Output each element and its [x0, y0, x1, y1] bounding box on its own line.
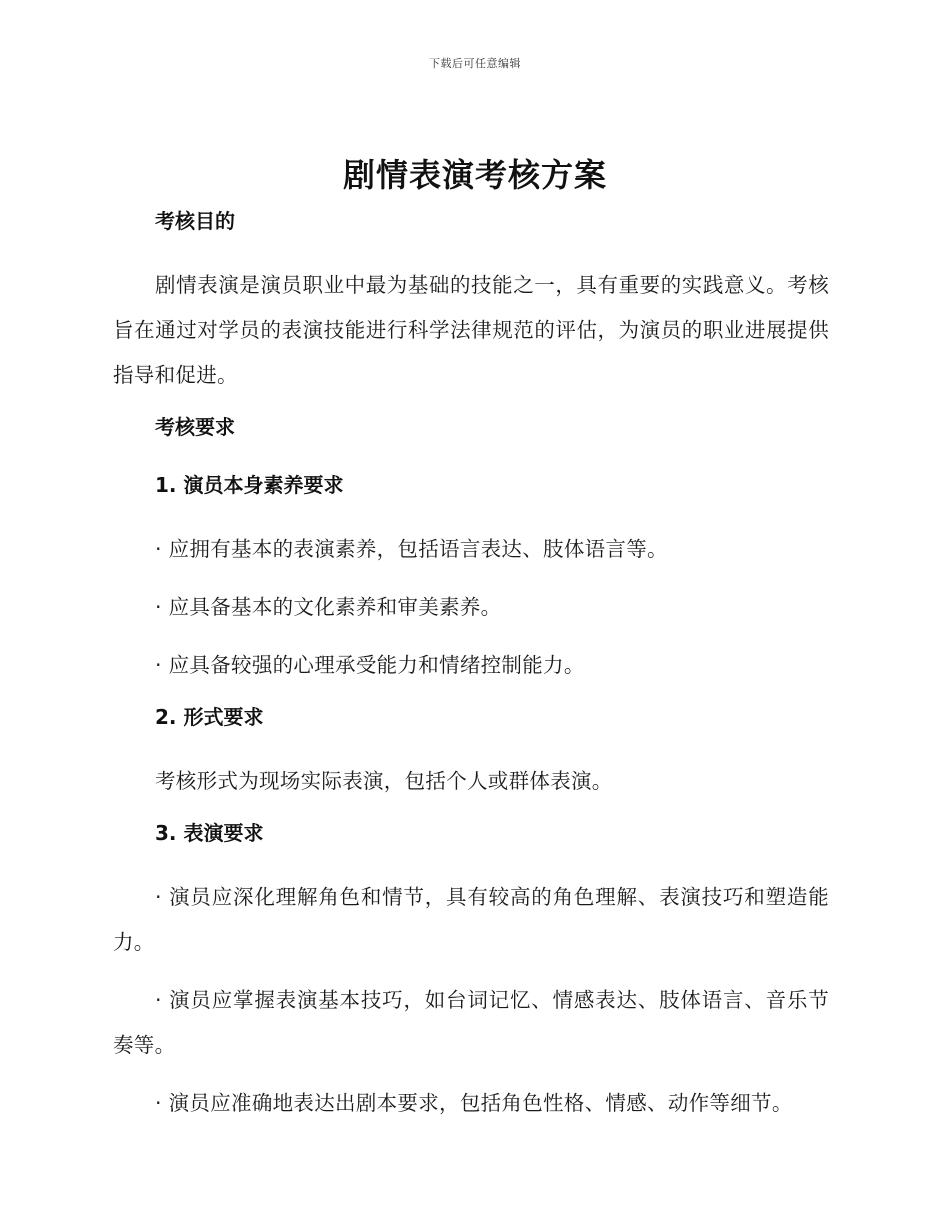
list-item: · 应具备较强的心理承受能力和情绪控制能力。: [155, 653, 585, 677]
list-item: · 演员应掌握表演基本技巧，如台词记忆、情感表达、肢体语言、音乐节奏等。: [113, 988, 829, 1057]
section-heading-purpose: 考核目的: [155, 209, 235, 233]
section-heading-requirements: 考核要求: [155, 415, 235, 439]
list-item: · 应拥有基本的表演素养，包括语言表达、肢体语言等。: [155, 537, 668, 561]
subsection-heading-form: 2. 形式要求: [155, 705, 264, 729]
document-body: [113, 205, 829, 1139]
page-header-note: 下载后可任意编辑: [429, 57, 521, 70]
subsection-heading-performer-quality: 1. 演员本身素养要求: [155, 473, 344, 497]
list-item: · 演员应准确地表达出剧本要求，包括角色性格、情感、动作等细节。: [155, 1091, 793, 1115]
list-item: · 演员应深化理解角色和情节，具有较高的角色理解、表演技巧和塑造能力。: [113, 885, 829, 954]
list-item: · 应具备基本的文化素养和审美素养。: [155, 595, 502, 619]
paragraph-purpose: 剧情表演是演员职业中最为基础的技能之一，具有重要的实践意义。考核旨在通过对学员的表演技能进行科学法律规范的评估，为演员的职业进展提供指导和促进。: [113, 273, 829, 387]
document-title: 剧情表演考核方案: [342, 156, 607, 194]
paragraph-form: 考核形式为现场实际表演，包括个人或群体表演。: [155, 769, 613, 793]
subsection-heading-performance: 3. 表演要求: [155, 821, 264, 845]
